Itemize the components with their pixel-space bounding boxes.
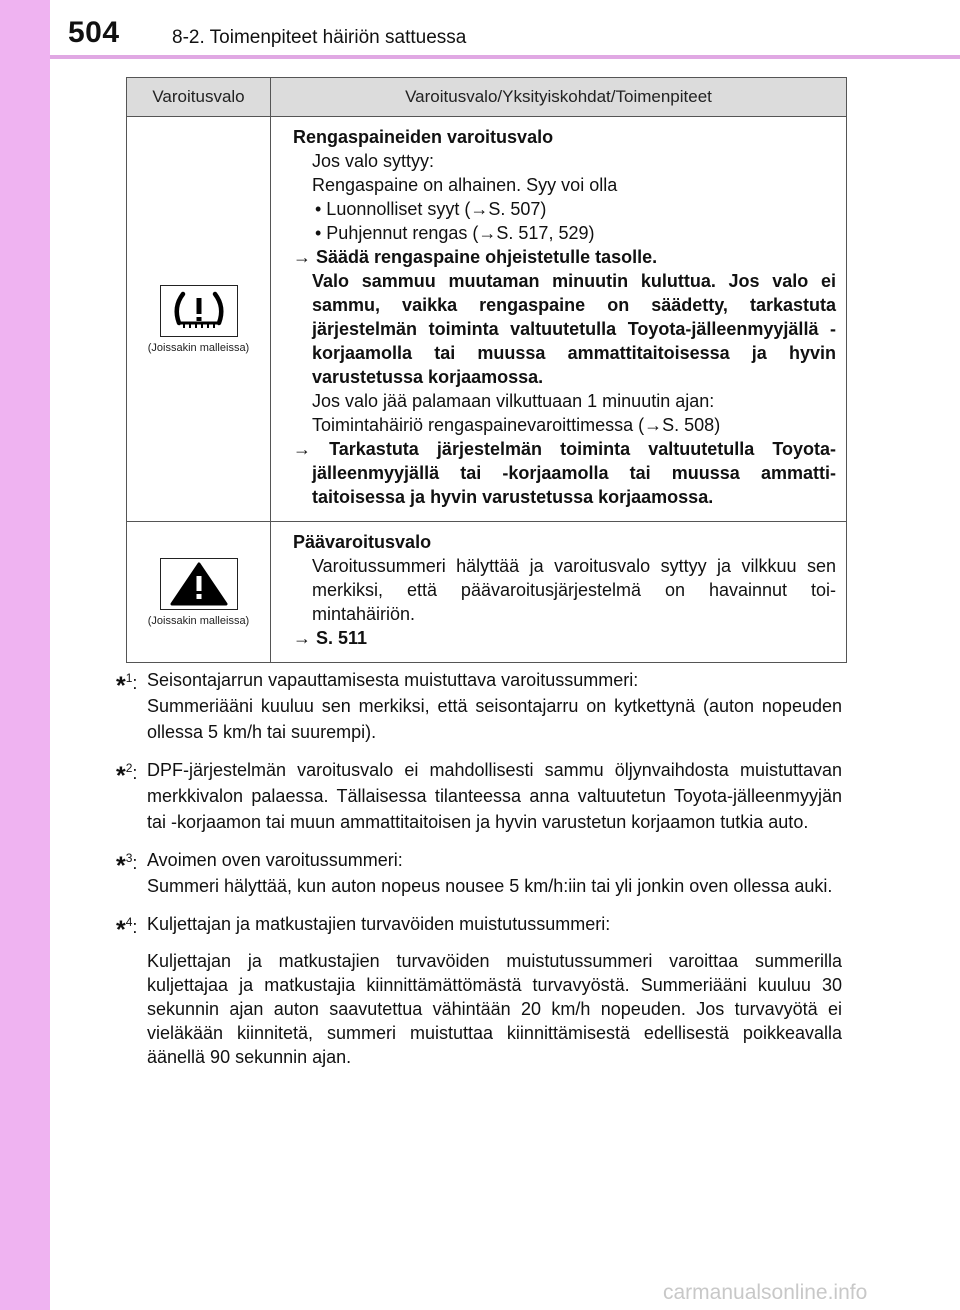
- footnote-title: Avoimen oven varoitussummeri:: [147, 850, 403, 870]
- footnote: [116, 911, 842, 1069]
- footnotes: [116, 667, 842, 1081]
- row-title: Rengaspaineiden varoitusvalo: [293, 127, 554, 147]
- footnote-title: Seisontajarrun vapauttamisesta muistuttava varoitussummeri:: [147, 670, 639, 690]
- action-line: → S. 511: [293, 628, 368, 648]
- text-line: Jos valo jää palamaan vilkuttuaan 1 minuutin ajan:: [312, 391, 715, 411]
- text-line: Jos valo syttyy:: [312, 151, 435, 171]
- footnote-body: Summeriääni kuuluu sen merkiksi, että seisontajarru on kytkettynä (auton nopeuden ollessa 5 km/h tai suurempi).: [147, 696, 842, 742]
- action-line: → Säädä rengaspaine ohjeistetulle tasolle.: [293, 247, 658, 267]
- footnote-marker: *$^3$:: [116, 851, 138, 880]
- footnote: [116, 757, 842, 835]
- side-color-tab: [0, 0, 50, 1310]
- action-line: → Tarkastuta järjestelmän toiminta valtuutetulla Toyota-jälleenmyyjällä tai -korjaamolla tai muussa ammattitaitoisessa ja hyvin varustetussa korjaamossa.: [293, 439, 836, 507]
- footnote-body: Kuljettajan ja matkustajien turvavöiden muistutussummeri varoittaa summerilla kuljettajaa ja matkustajia kiinnittämättömästä turvavyöstä. Summeriääni kuuluu 30 sekunnin ajan auton saavutettua vähintään 20 km/h nopeuden. Jos turvavyötä ei vieläkään kiinnitetä, summeri muistuttaa kiinnittämisestä edellisestä poikkeavalla äänellä 90 sekunnin ajan.: [147, 951, 842, 1067]
- table-header-row: [127, 78, 847, 117]
- action-detail: Valo sammuu muutaman minuutin kuluttua. Jos valo ei sammu, vaikka rengaspaine on säädetty, tarkastuta järjestelmän toiminta valtuutetulla Toyota-jälleenmyyjällä -korjaamolla tai muussa ammattitaitoisessa ja hyvin varustetussa korjaamossa.: [312, 271, 836, 387]
- text-block: Varoitussummeri hälyttää ja varoitusvalo syttyy ja vilkkuu sen merkiksi, että päävaroitusjärjestelmä on havainnut toimintahäiriön.: [312, 556, 836, 624]
- warning-light-table: [126, 77, 847, 663]
- column-header-warning-light: Varoitusvalo: [127, 78, 271, 117]
- header-divider: [50, 55, 960, 59]
- footnote-number: 4: [125, 915, 133, 929]
- footnote-title: Kuljettajan ja matkustajien turvavöiden muistutussummeri:: [147, 914, 611, 934]
- master-warning-icon: [160, 558, 238, 610]
- footnote-marker: *$^4$:: [116, 915, 138, 944]
- details-cell: [271, 117, 847, 522]
- icon-note: (Joissakin malleissa): [147, 614, 250, 627]
- column-header-details: Varoitusvalo/Yksityiskohdat/Toimenpiteet: [271, 78, 847, 117]
- footnote-marker: *$^2$:: [116, 761, 138, 790]
- footnote: [116, 847, 842, 899]
- footnote: [116, 667, 842, 745]
- table-row: [127, 522, 847, 663]
- row-title: Päävaroitusvalo: [293, 532, 432, 552]
- details-cell: [271, 522, 847, 663]
- text-line: Rengaspaine on alhainen. Syy voi olla: [312, 175, 618, 195]
- table-row: [127, 117, 847, 522]
- bullet-item: • Puhjennut rengas (→S. 517, 529): [315, 223, 595, 243]
- footnote-number: 3: [125, 851, 133, 865]
- footnote-number: 1: [125, 671, 133, 685]
- icon-cell: [127, 522, 271, 663]
- footnote-title: DPF-järjestelmän varoitusvalo ei mahdollisesti sammu öljynvaihdosta muistuttavan merkkivalon palaessa. Tällaisessa tilanteessa anna valtuutetun Toyota-jälleenmyyjän tai -korjaamon tai muun ammattitaitoisen ja hyvin varustetun korjaamon tutkia auto.: [147, 760, 842, 832]
- tire-pressure-warning-icon: [160, 285, 238, 337]
- watermark: carmanualsonline.info: [663, 1281, 868, 1304]
- footnote-marker: *$^1$:: [116, 671, 138, 700]
- icon-note: (Joissakin malleissa): [147, 341, 250, 354]
- section-title: 8-2. Toimenpiteet häiriön sattuessa: [172, 27, 467, 48]
- footnote-number: 2: [125, 761, 133, 775]
- footnote-body: Summeri hälyttää, kun auton nopeus nousee 5 km/h:iin tai yli jonkin oven ollessa auki.: [147, 876, 833, 896]
- text-line: Toimintahäiriö rengaspainevaroittimessa (→S. 508): [312, 415, 721, 435]
- bullet-item: • Luonnolliset syyt (→S. 507): [315, 199, 547, 219]
- icon-cell: [127, 117, 271, 522]
- page-number: 504: [68, 16, 120, 49]
